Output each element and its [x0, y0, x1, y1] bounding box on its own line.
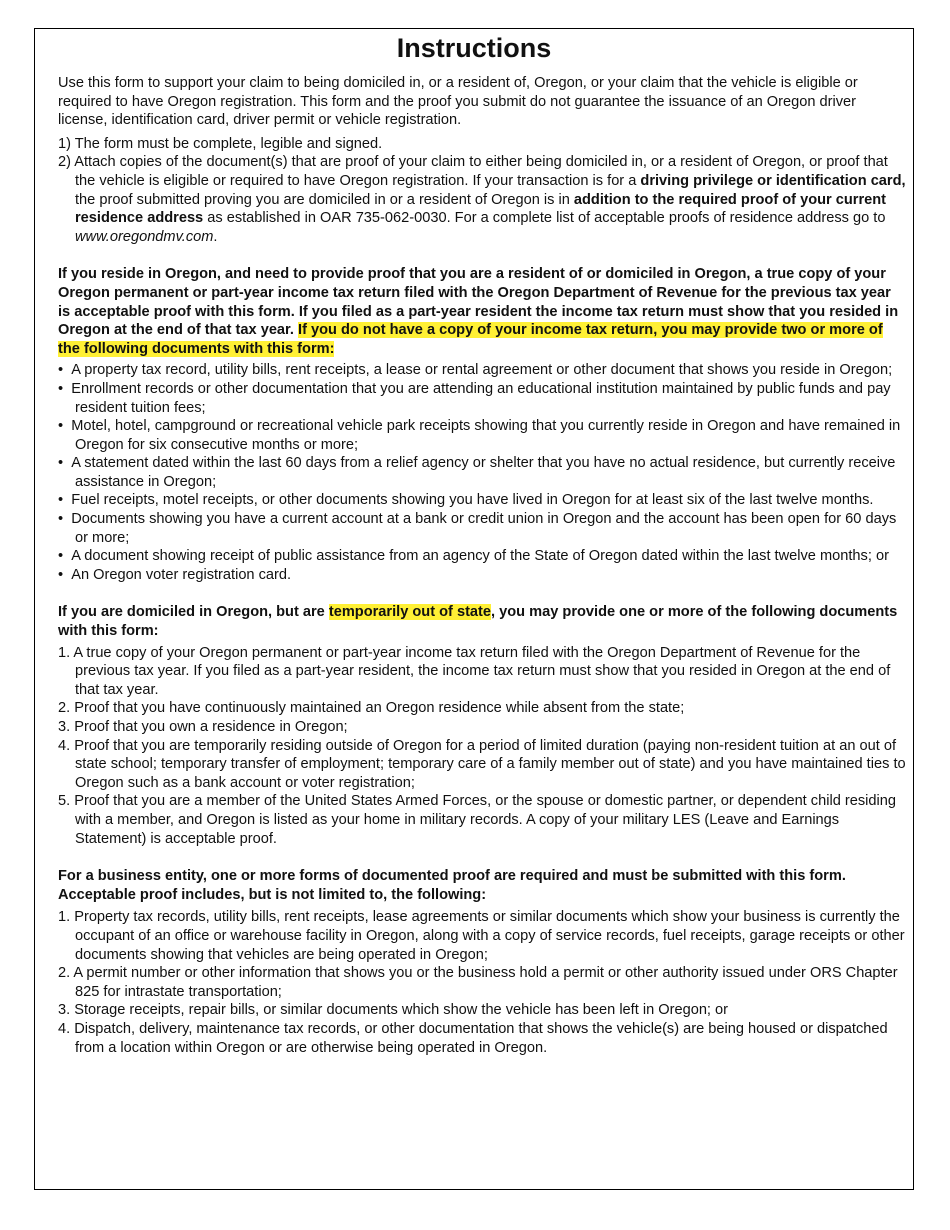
dmv-website-link[interactable]: www.oregondmv.com — [75, 228, 214, 245]
list-item-text: Fuel receipts, motel receipts, or other documents showing you have lived in Oregon for at least six of the last twelve months. — [71, 492, 874, 509]
step-2-text-e: as established in OAR 735-062-0030. For a complete list of acceptable proofs of residence address go to — [203, 210, 886, 227]
list-item: 4. Dispatch, delivery, maintenance tax records, or other documentation that shows the vehicle(s) are being housed or dispatched from a location within Oregon or are otherwise being operated in Oregon. — [58, 1020, 888, 1056]
list-item: • Fuel receipts, motel receipts, or other documents showing you have lived in Oregon for at least six of the last twelve months. — [58, 492, 874, 509]
domiciled-heading-text-c: , you may provide one or more of the following documents with this form: — [58, 604, 898, 640]
step-2-bold-residence-address: addition to the required proof of your current residence address — [75, 191, 887, 227]
business-numbered-list — [58, 908, 906, 1057]
list-item-text: Enrollment records or other documentation that you are attending an educational institution maintained by public funds and pay resident tuition fees; — [71, 380, 891, 416]
list-item: 3. Proof that you own a residence in Oregon; — [58, 719, 348, 735]
step-2-bold-driving-privilege: driving privilege or identification card, — [640, 172, 906, 189]
list-item: • A property tax record, utility bills, rent receipts, a lease or rental agreement or other document that shows you reside in Oregon; — [58, 362, 893, 379]
instructions-content — [58, 74, 906, 1057]
list-item-text: Motel, hotel, campground or recreational vehicle park receipts showing that you currently reside in Oregon and have remained in Oregon for six consecutive months or more; — [71, 418, 901, 453]
list-item: • An Oregon voter registration card. — [58, 566, 292, 583]
list-item: 2. Proof that you have continuously maintained an Oregon residence while absent from the state; — [58, 700, 685, 717]
domiciled-heading-highlight: temporarily out of state — [328, 604, 492, 621]
resident-heading — [58, 265, 906, 358]
list-item: 3. Storage receipts, repair bills, or similar documents which show the vehicle has been left in Oregon; or — [58, 1002, 729, 1019]
domiciled-numbered-list — [58, 644, 906, 849]
list-item: • Enrollment records or other documentation that you are attending an educational institution maintained by public funds and pay resident tuition fees; — [58, 380, 891, 416]
resident-bullet-list — [58, 361, 906, 584]
list-item-text: A document showing receipt of public assistance from an agency of the State of Oregon dated within the last twelve months; or — [71, 548, 889, 565]
list-item: • Documents showing you have a current account at a bank or credit union in Oregon and the account has been open for 60 days or more; — [58, 511, 897, 546]
list-item: 4. Proof that you are temporarily residing outside of Oregon for a period of limited duration (paying non-resident tuition at an out of state school; temporary transfer of employment; temporary care of a family member out of state) and you have maintained ties to Oregon such as a bank account or voter registration; — [58, 737, 906, 791]
business-heading: For a business entity, one or more forms of documented proof are required and must be submitted with this form. Acceptable proof includes, but is not limited to, the following: — [58, 868, 846, 903]
list-item: 1. Property tax records, utility bills, rent receipts, lease agreements or similar documents which show your business is currently the occupant of an office or warehouse facility in Oregon, along with a copy of service records, fuel receipts, garage receipts or other documents showing that vehicles are being operated in Oregon; — [58, 909, 905, 963]
list-item: • Motel, hotel, campground or recreational vehicle park receipts showing that you currently reside in Oregon and have remained in Oregon for six consecutive months or more; — [58, 418, 901, 453]
list-item: 1. A true copy of your Oregon permanent or part-year income tax return filed with the Oregon Department of Revenue for the previous tax year. If you filed as a part-year resident, the income tax return must show that you resided in Oregon at the end of that tax year. — [58, 644, 891, 698]
list-item: 5. Proof that you are a member of the United States Armed Forces, or the spouse or domestic partner, or dependent child residing with a member, and Oregon is listed as your home in military records. A copy of your military LES (Leave and Earnings Statement) is acceptable proof. — [58, 793, 896, 847]
domiciled-heading-text-a: If you are domiciled in Oregon, but are — [58, 604, 329, 621]
step-2-text-g: . — [213, 228, 218, 245]
step-2 — [58, 153, 906, 246]
domiciled-heading — [58, 603, 906, 640]
list-item: 2. A permit number or other information that shows you or the business hold a permit or other authority issued under ORS Chapter 825 for intrastate transportation; — [58, 965, 898, 1000]
list-item-text: Documents showing you have a current account at a bank or credit union in Oregon and the account has been open for 60 days or more; — [71, 511, 897, 546]
step-1: 1) The form must be complete, legible and signed. — [58, 135, 383, 152]
list-item-text: An Oregon voter registration card. — [71, 566, 292, 583]
step-2-text-c: the proof submitted proving you are domiciled in or a resident of Oregon is in — [75, 191, 574, 208]
step-2-text-a: 2) Attach copies of the document(s) that are proof of your claim to either being domiciled in, or a resident of Oregon, or proof that the vehicle is eligible or required to have Oregon registration. If your transaction is for a — [58, 154, 888, 189]
page-title: Instructions — [396, 33, 552, 63]
instructions-frame — [34, 28, 914, 1190]
list-item: • A statement dated within the last 60 days from a relief agency or shelter that you have no actual residence, but currently receive assistance in Oregon; — [58, 455, 896, 490]
resident-heading-highlight: If you do not have a copy of your income tax return, you may provide two or more of the following documents with this form: — [58, 322, 883, 357]
intro-paragraph: Use this form to support your claim to being domiciled in, or a resident of, Oregon, or your claim that the vehicle is eligible or required to have Oregon registration. This form and the proof you submit do not guarantee the issuance of an Oregon driver license, identification card, driver permit or vehicle registration. — [58, 75, 858, 129]
list-item-text: A statement dated within the last 60 days from a relief agency or shelter that you have no actual residence, but currently receive assistance in Oregon; — [71, 455, 896, 490]
list-item: • A document showing receipt of public assistance from an agency of the State of Oregon dated within the last twelve months; or — [58, 548, 889, 565]
resident-heading-text: If you reside in Oregon, and need to provide proof that you are a resident of or domiciled in Oregon, a true copy of your Oregon permanent or part-year income tax return filed with the Oregon Department of Revenue for the previous tax year is acceptable proof with this form. If you filed as a part-year resident the income tax return must show that you resided in Oregon at the end of that tax year. — [58, 266, 899, 339]
list-item-text: A property tax record, utility bills, rent receipts, a lease or rental agreement or other document that shows you reside in Oregon; — [71, 362, 893, 379]
